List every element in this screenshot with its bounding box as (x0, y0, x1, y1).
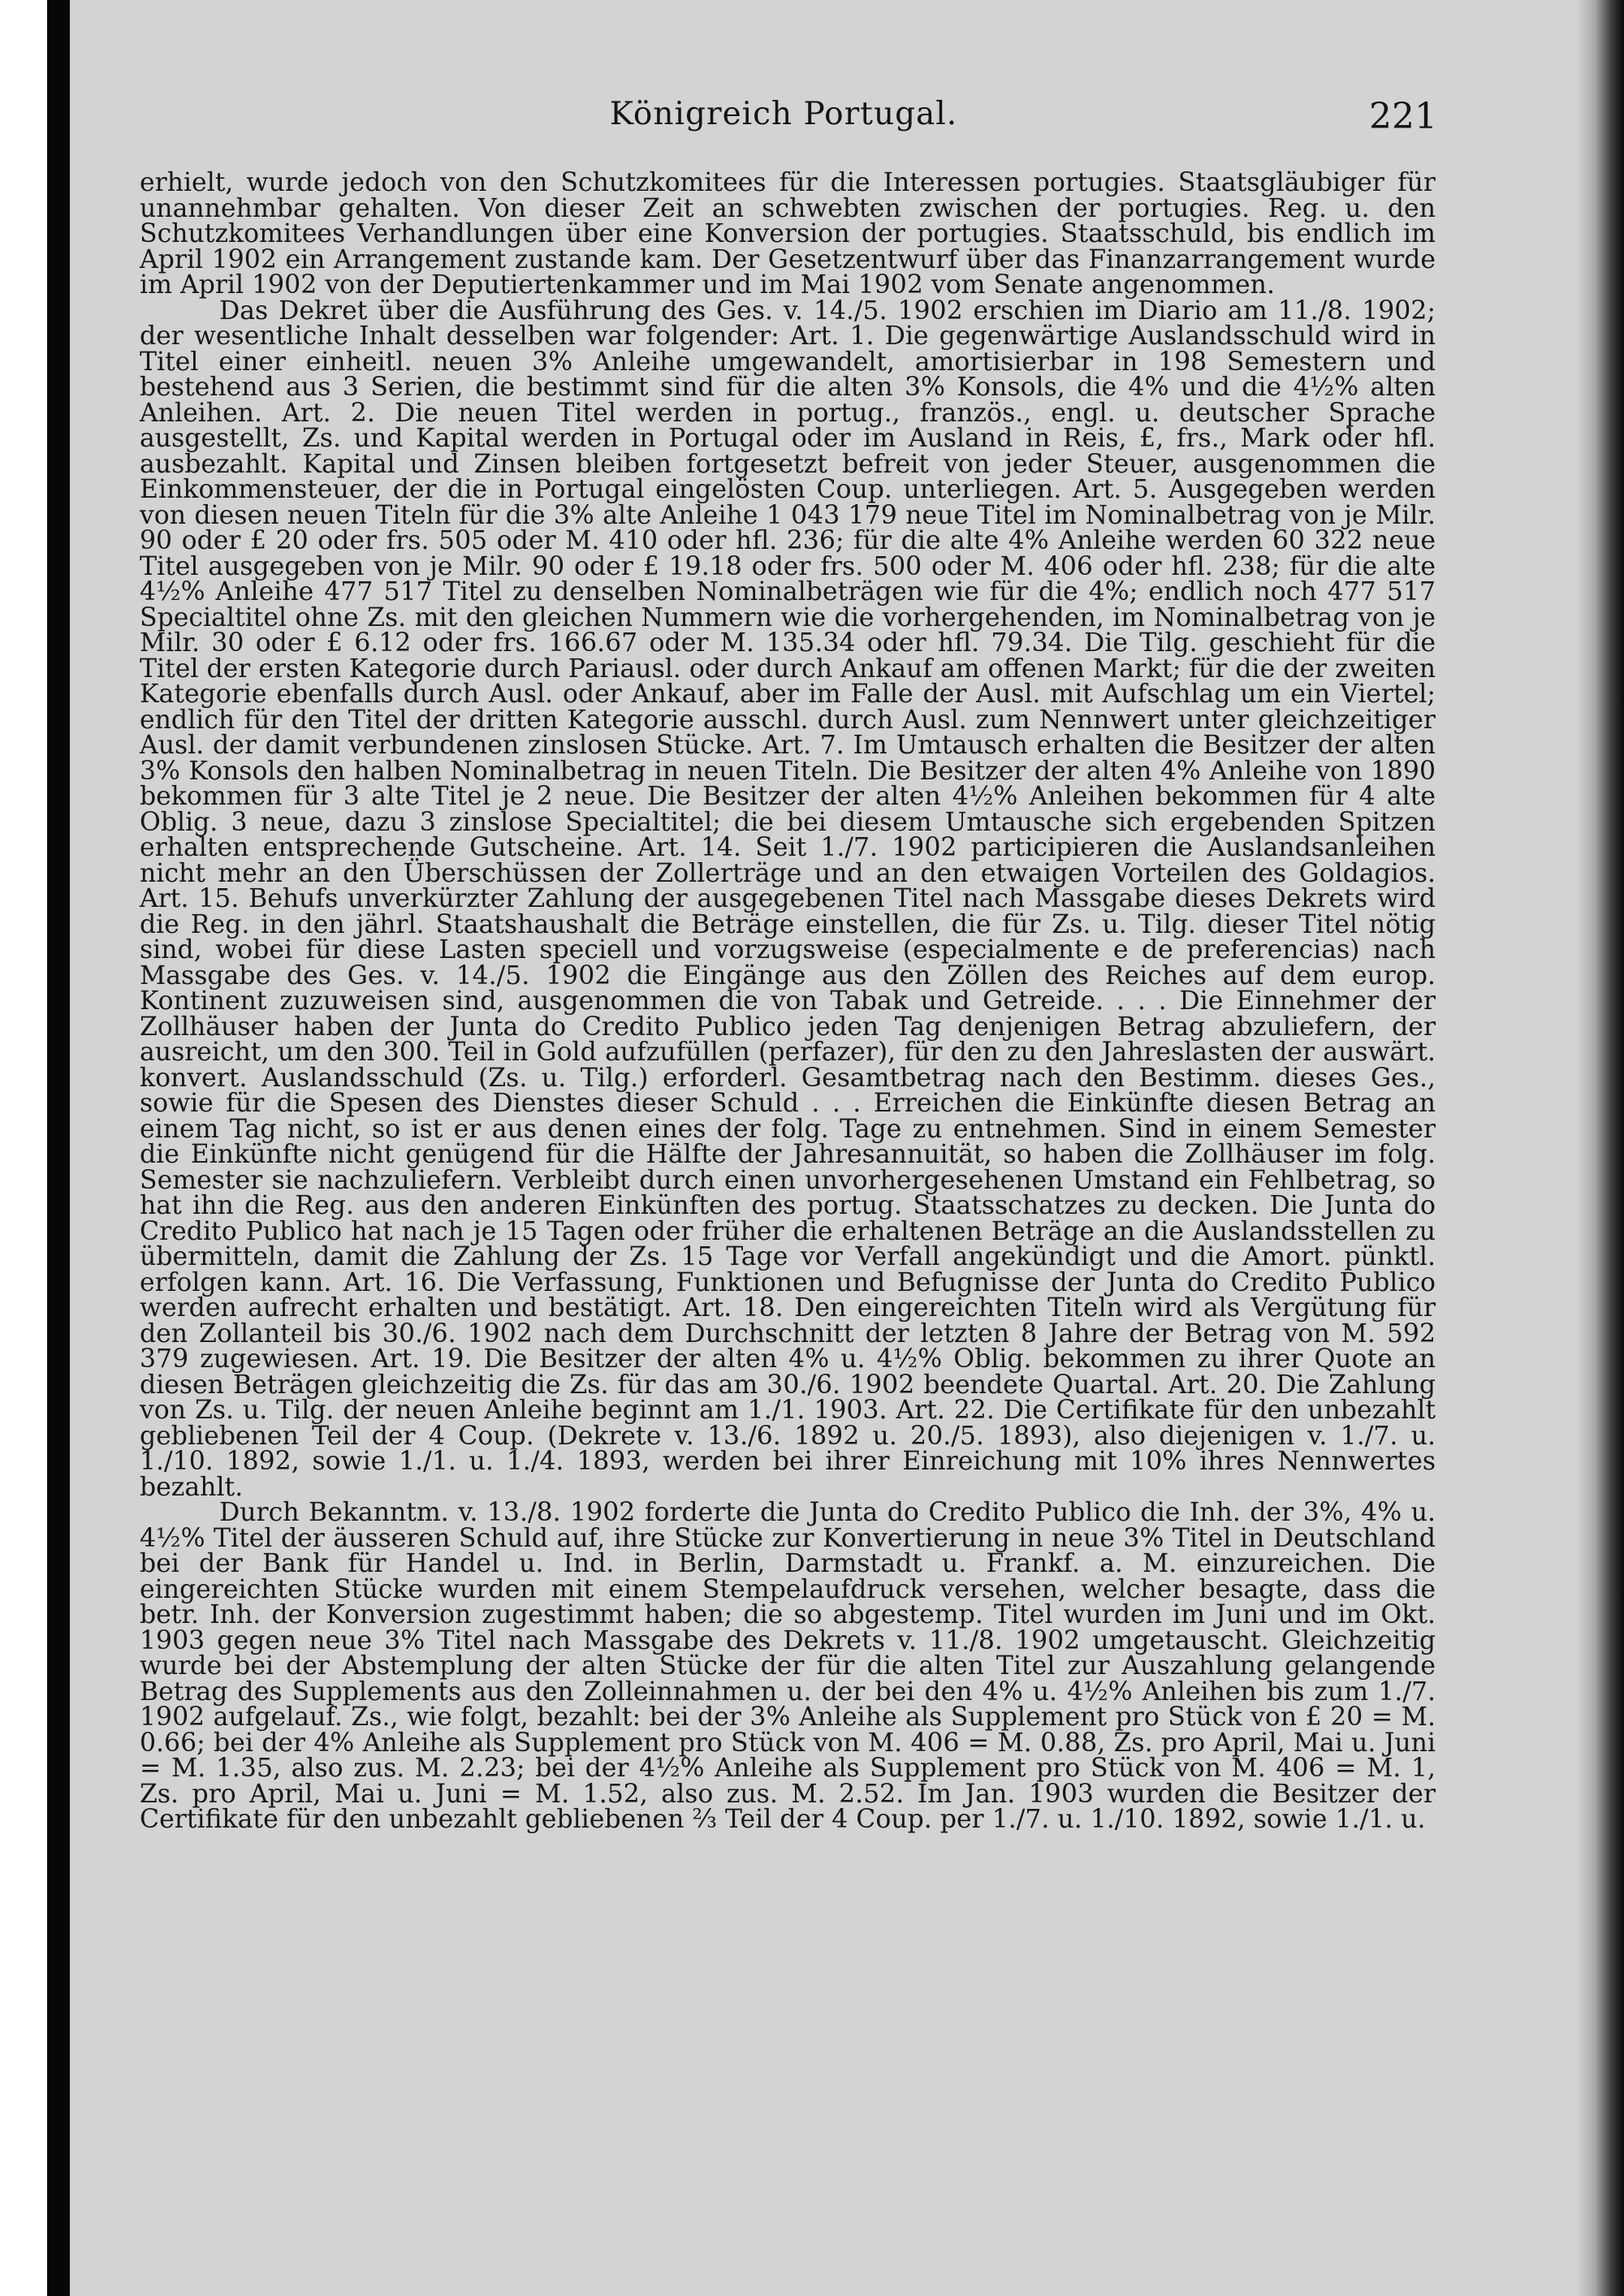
page-number: 221 (1369, 96, 1437, 137)
paragraph-1: erhielt, wurde jedoch von den Schutzkomitees für die Interessen portugies. Staatsgläubiger für unannehmbar gehalten. Von dieser Zeit an schwebten zwischen der portugies. Reg. u. den Schutzkomitees Verhandlungen über eine Konversion der portugies. Staatsschuld, bis endlich im April 1902 ein Arrangement zustande kam. Der Gesetzentwurf über das Finanzarrangement wurde im April 1902 von der Deputiertenkammer und im Mai 1902 vom Senate angenommen. (140, 168, 1436, 300)
page-edge-shadow (1575, 0, 1624, 2296)
scan-left-margin (0, 0, 47, 2296)
book-spine-shadow (47, 0, 70, 2296)
paragraph-3: Durch Bekanntm. v. 13./8. 1902 forderte die Junta do Credito Publico die Inh. der 3%, 4% u. 4½% Titel der äusseren Schuld auf, ihre Stücke zur Konvertierung in neue 3% Titel in Deutschland bei der Bank für Handel u. Ind. in Berlin, Darmstadt u. Frankf. a. M. einzureichen. Die eingereichten Stücke wurden mit einem Stempelaufdruck versehen, welcher besagte, dass die betr. Inh. der Konversion zugestimmt haben; die so abgestemp. Titel wurden im Juni und im Okt. 1903 gegen neue 3% Titel nach Massgabe des Dekrets v. 11./8. 1902 umgetauscht. Gleichzeitig wurde bei der Abstemplung der alten Stücke der für die alten Titel zur Auszahlung gelangende Betrag des Supplements aus den Zolleinnahmen u. der bei den 4% u. 4½% Anleihen bis zum 1./7. 1902 aufgelauf. Zs., wie folgt, bezahlt: bei der 3% Anleihe als Supplement pro Stück von £ 20 = M. 0.66; bei der 4% Anleihe als Supplement pro Stück von M. 406 = M. 0.88, Zs. pro April, Mai u. Juni = M. 1.35, also zus. M. 2.23; bei der 4½% Anleihe als Supplement pro Stück von M. 406 = M. 1, Zs. pro April, Mai u. Juni = M. 1.52, also zus. M. 2.52. Im Jan. 1903 wurden die Besitzer der Certifikate für den unbezahlt gebliebenen ⅔ Teil der 4 Coup. per 1./7. u. 1./10. 1892, sowie 1./1. u. (140, 1498, 1436, 1834)
body-text (140, 170, 1436, 1833)
paragraph-2: Das Dekret über die Ausführung des Ges. v. 14./5. 1902 erschien im Diario am 11./8. 1902; der wesentliche Inhalt desselben war folgender: Art. 1. Die gegenwärtige Auslandsschuld wird in Titel einer einheitl. neuen 3% Anleihe umgewandelt, amortisierbar in 198 Semestern und bestehend aus 3 Serien, die bestimmt sind für die alten 3% Konsols, die 4% und die 4½% alten Anleihen. Art. 2. Die neuen Titel werden in portug., französ., engl. u. deutscher Sprache ausgestellt, Zs. und Kapital werden in Portugal oder im Ausland in Reis, £, frs., Mark oder hfl. ausbezahlt. Kapital und Zinsen bleiben fortgesetzt befreit von jeder Steuer, ausgenommen die Einkommensteuer, der die in Portugal eingelösten Coup. unterliegen. Art. 5. Ausgegeben werden von diesen neuen Titeln für die 3% alte Anleihe 1 043 179 neue Titel im Nominalbetrag von je Milr. 90 oder £ 20 oder frs. 505 oder M. 410 oder hfl. 236; für die alte 4% Anleihe werden 60 322 neue Titel ausgegeben von je Milr. 90 oder £ 19.18 oder frs. 500 oder M. 406 oder hfl. 238; für die alte 4½% Anleihe 477 517 Titel zu denselben Nominalbeträgen wie für die 4%; endlich noch 477 517 Specialtitel ohne Zs. mit den gleichen Nummern wie die vorhergehenden, im Nominalbetrag von je Milr. 30 oder £ 6.12 oder frs. 166.67 oder M. 135.34 oder hfl. 79.34. Die Tilg. geschieht für die Titel der ersten Kategorie durch Pariausl. oder durch Ankauf am offenen Markt; für die der zweiten Kategorie ebenfalls durch Ausl. oder Ankauf, aber im Falle der Ausl. mit Aufschlag um ein Viertel; endlich für den Titel der dritten Kategorie ausschl. durch Ausl. zum Nennwert unter gleichzeitiger Ausl. der damit verbundenen zinslosen Stücke. Art. 7. Im Umtausch erhalten die Besitzer der alten 3% Konsols den halben Nominalbetrag in neuen Titeln. Die Besitzer der alten 4% Anleihe von 1890 bekommen für 3 alte Titel je 2 neue. Die Besitzer der alten 4½% Anleihen bekommen für 4 alte Oblig. 3 neue, dazu 3 zinslose Specialtitel; die bei diesem Umtausche sich ergebenden Spitzen erhalten entsprechende Gutscheine. Art. 14. Seit 1./7. 1902 participieren die Auslandsanleihen nicht mehr an den Überschüssen der Zollerträge und an den etwaigen Vorteilen des Goldagios. Art. 15. Behufs unverkürzter Zahlung der ausgegebenen Titel nach Massgabe dieses Dekrets wird die Reg. in den jährl. Staatshaushalt die Beträge einstellen, die für Zs. u. Tilg. dieser Titel nötig sind, wobei für diese Lasten speciell und vorzugsweise (especialmente e de preferencias) nach Massgabe des Ges. v. 14./5. 1902 die Eingänge aus den Zöllen des Reiches auf dem europ. Kontinent zuzuweisen sind, ausgenommen die von Tabak und Getreide. . . . Die Einnehmer der Zollhäuser haben der Junta do Credito Publico jeden Tag denjenigen Betrag abzuliefern, der ausreicht, um den 300. Teil in Gold aufzufüllen (perfazer), für den zu den Jahreslasten der auswärt. konvert. Auslandsschuld (Zs. u. Tilg.) erforderl. Gesamtbetrag nach den Bestimm. dieses Ges., sowie für die Spesen des Dienstes dieser Schuld . . . Erreichen die Einkünfte diesen Betrag an einem Tag nicht, so ist er aus denen eines der folg. Tage zu entnehmen. Sind in einem Semester die Einkünfte nicht genügend für die Hälfte der Jahresannuität, so haben die Zollhäuser im folg. Semester sie nachzuliefern. Verbleibt durch einen unvorhergesehenen Umstand ein Fehlbetrag, so hat ihn die Reg. aus den anderen Einkünften des portug. Staatsschatzes zu decken. Die Junta do Credito Publico hat nach je 15 Tagen oder früher die erhaltenen Beträge an die Auslandsstellen zu übermitteln, damit die Zahlung der Zs. 15 Tage vor Verfall angekündigt und die Amort. pünktl. erfolgen kann. Art. 16. Die Verfassung, Funktionen und Befugnisse der Junta do Credito Publico werden aufrecht erhalten und bestätigt. Art. 18. Den eingereichten Titeln wird als Vergütung für den Zollanteil bis 30./6. 1902 nach dem Durchschnitt der letzten 8 Jahre der Betrag von M. 592 379 zugewiesen. Art. 19. Die Besitzer der alten 4% u. 4½% Oblig. bekommen zu ihrer Quote an diesen Beträgen gleichzeitig die Zs. für das am 30./6. 1902 beendete Quartal. Art. 20. Die Zahlung von Zs. u. Tilg. der neuen Anleihe beginnt am 1./1. 1903. Art. 22. Die Certifikate für den unbezahlt gebliebenen Teil der 4 Coup. (Dekrete v. 13./6. 1892 u. 20./5. 1893), also diejenigen v. 1./7. u. 1./10. 1892, sowie 1./1. u. 1./4. 1893, werden bei ihrer Einreichung mit 10% ihres Nennwertes bezahlt. (140, 296, 1436, 1502)
running-head-title: Königreich Portugal. (609, 96, 958, 132)
running-head (130, 96, 1437, 145)
